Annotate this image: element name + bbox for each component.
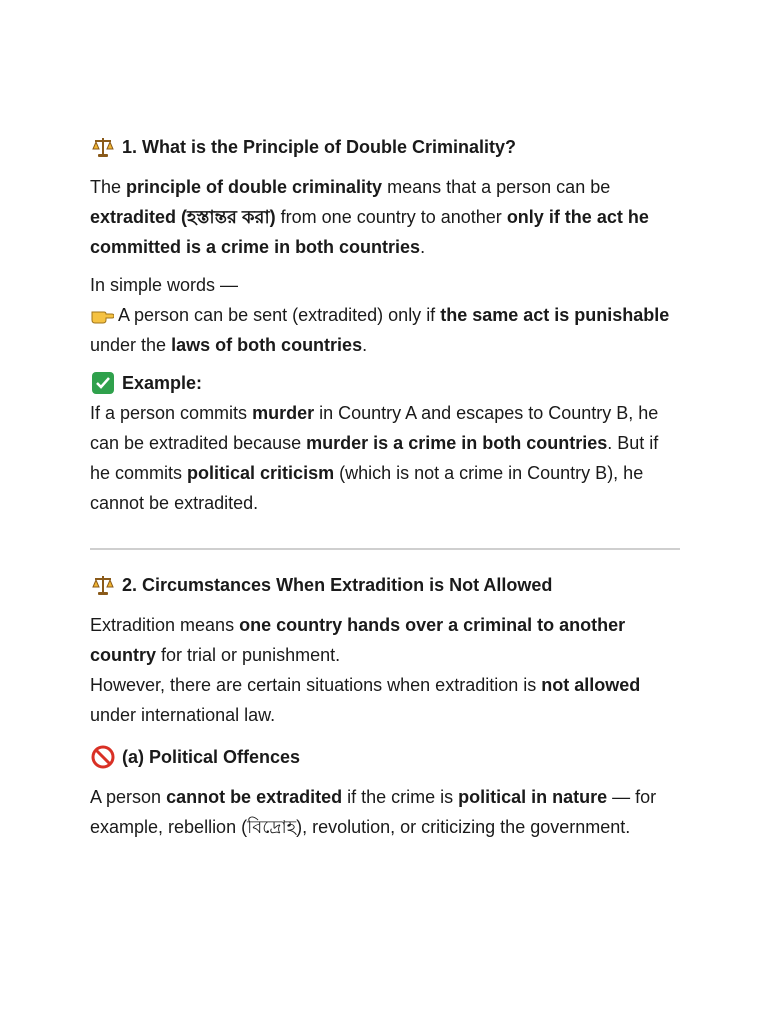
text-run: Extradition means: [90, 615, 240, 635]
example-heading: [90, 368, 680, 398]
document-body: [90, 132, 680, 842]
text-run: means that a person can be: [382, 177, 611, 197]
text-run: If a person commits: [90, 403, 253, 423]
bold-text: political criticism: [187, 463, 335, 483]
section-1-heading-text: 1. What is the Principle of Double Criminality?: [122, 137, 517, 157]
section-2-heading: [90, 570, 680, 600]
section-2-heading-text: 2. Circumstances When Extradition is Not Allowed: [122, 575, 553, 595]
scales-icon: [90, 572, 116, 598]
simple-words-text: [90, 305, 669, 355]
text-run: A person can be sent (extradited) only if: [114, 305, 441, 325]
simple-words-paragraph: [90, 300, 680, 360]
bold-text: political in nature: [458, 787, 608, 807]
extradition-definition: [90, 610, 680, 670]
pointing-hand-icon: [90, 305, 114, 325]
text-run: if the crime is: [342, 787, 459, 807]
example-label: Example:: [122, 373, 203, 393]
political-offences-heading: [90, 742, 680, 772]
bold-text: not allowed: [541, 675, 641, 695]
bold-text: the same act is punishable: [440, 305, 670, 325]
bold-text: only if the act he committed is a crime in both countries: [90, 207, 649, 257]
text-run: A person: [90, 787, 167, 807]
bold-text: murder: [252, 403, 315, 423]
bold-text: principle of double criminality: [126, 177, 383, 197]
bold-text: one country hands over a criminal to another country: [90, 615, 626, 665]
text-run: — for example, rebellion (বিদ্রোহ), revolution, or criticizing the government.: [90, 787, 657, 837]
bold-text: laws of both countries: [171, 335, 363, 355]
text-run: under international law.: [90, 705, 276, 725]
prohibited-icon: [90, 744, 116, 770]
text-run: .: [420, 237, 426, 257]
text-run: However, there are certain situations when extradition is: [90, 675, 542, 695]
political-offences-paragraph: [90, 782, 680, 842]
example-paragraph: [90, 398, 680, 518]
text-run: from one country to another: [275, 207, 507, 227]
political-offences-label: (a) Political Offences: [122, 747, 301, 767]
text-run: for trial or punishment.: [156, 645, 341, 665]
text-run: under the: [90, 335, 172, 355]
definition-paragraph: [90, 172, 680, 262]
text-run: .: [362, 335, 368, 355]
bold-text: cannot be extradited: [166, 787, 343, 807]
bold-text: extradited (হস্তান্তর করা): [90, 207, 276, 227]
extradition-exceptions: [90, 670, 680, 730]
simple-words-label: In simple words —: [90, 275, 239, 295]
check-mark-icon: [90, 370, 116, 396]
section-divider: [90, 548, 680, 550]
text-run: (which is not a crime in Country B), he cannot be extradited.: [90, 463, 644, 513]
scales-icon: [90, 134, 116, 160]
bold-text: murder is a crime in both countries: [306, 433, 608, 453]
text-run: in Country A and escapes to Country B, he can be extradited because: [90, 403, 659, 453]
text-run: . But if he commits: [90, 433, 659, 483]
section-1-heading: [90, 132, 680, 162]
text-run: The: [90, 177, 127, 197]
